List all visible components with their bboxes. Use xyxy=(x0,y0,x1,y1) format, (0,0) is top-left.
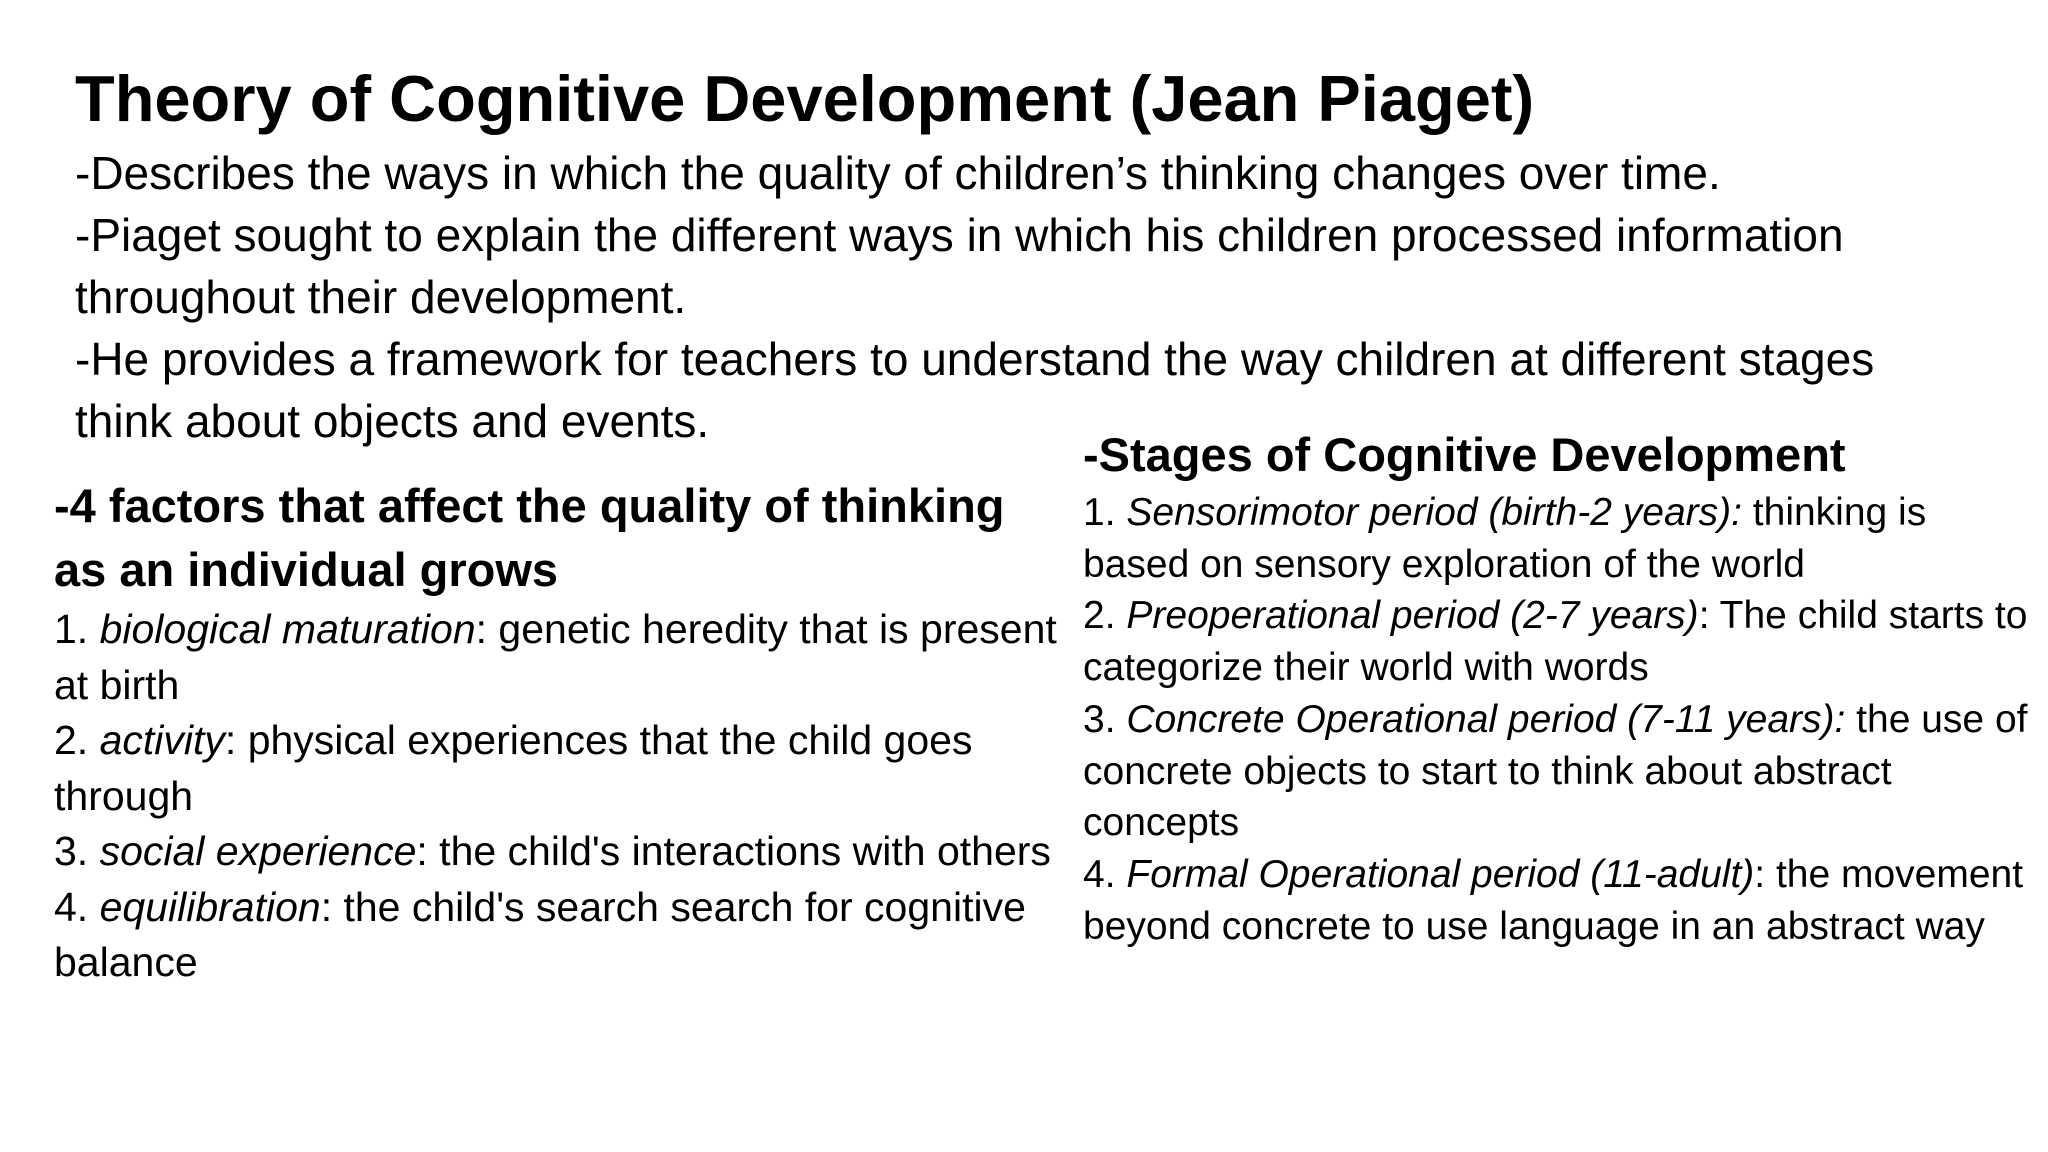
factor-item xyxy=(54,602,1064,713)
factor-number: 4. xyxy=(54,883,100,930)
factor-description: : physical experiences that the child goes through xyxy=(54,717,973,819)
stage-item xyxy=(1083,694,2028,849)
factor-term: equilibration xyxy=(99,883,321,930)
stage-number: 2. xyxy=(1083,594,1127,638)
factor-item xyxy=(54,713,1064,824)
stage-item xyxy=(1083,849,2028,952)
factor-item xyxy=(54,824,1064,880)
stage-term: Formal Operational period (11-adult) xyxy=(1126,852,1755,896)
stage-description: : The child starts to categorize their world with words xyxy=(1083,594,2028,690)
stage-term: Preoperational period (2-7 years) xyxy=(1126,594,1699,638)
factor-term: biological maturation xyxy=(99,606,476,652)
intro-paragraph: -Piaget sought to explain the different ways in which his children processed information throughout their development. xyxy=(75,209,1844,323)
stage-number: 3. xyxy=(1083,697,1127,741)
stage-description: thinking is based on sensory exploration of the world xyxy=(1083,491,1927,586)
stage-number: 4. xyxy=(1083,852,1127,896)
stage-number: 1. xyxy=(1083,491,1127,534)
stages-section xyxy=(1083,423,2028,952)
slide-title: Theory of Cognitive Development (Jean Piaget) xyxy=(75,62,1535,135)
intro-paragraph: -Describes the ways in which the quality of children’s thinking changes over time. xyxy=(75,147,1721,199)
factor-description: : the child's search search for cognitive balance xyxy=(54,883,1026,985)
factor-number: 3. xyxy=(54,828,100,874)
factors-heading: -4 factors that affect the quality of thinking as an individual grows xyxy=(54,479,1005,596)
factor-description: : the child's interactions with others xyxy=(416,828,1051,874)
factor-description: : genetic heredity that is present at birth xyxy=(54,606,1057,708)
factor-number: 1. xyxy=(54,606,100,652)
stages-heading: -Stages of Cognitive Development xyxy=(1083,428,1846,481)
stage-description: the use of concrete objects to start to think about abstract concepts xyxy=(1083,697,2028,845)
factor-number: 2. xyxy=(54,717,100,763)
intro-text xyxy=(75,142,1975,452)
factor-term: activity xyxy=(99,717,225,763)
stage-term: Sensorimotor period (birth-2 years): xyxy=(1126,491,1742,534)
factors-section xyxy=(54,474,1064,991)
stage-term: Concrete Operational period (7-11 years): xyxy=(1126,697,1846,741)
stage-item xyxy=(1083,590,2028,693)
stage-description: : the movement beyond concrete to use language in an abstract way xyxy=(1083,852,2024,948)
factor-term: social experience xyxy=(99,828,417,874)
stage-item xyxy=(1083,487,2028,590)
intro-paragraph: -He provides a framework for teachers to understand the way children at different stages think about objects and events. xyxy=(75,333,1875,447)
factor-item xyxy=(54,880,1064,991)
